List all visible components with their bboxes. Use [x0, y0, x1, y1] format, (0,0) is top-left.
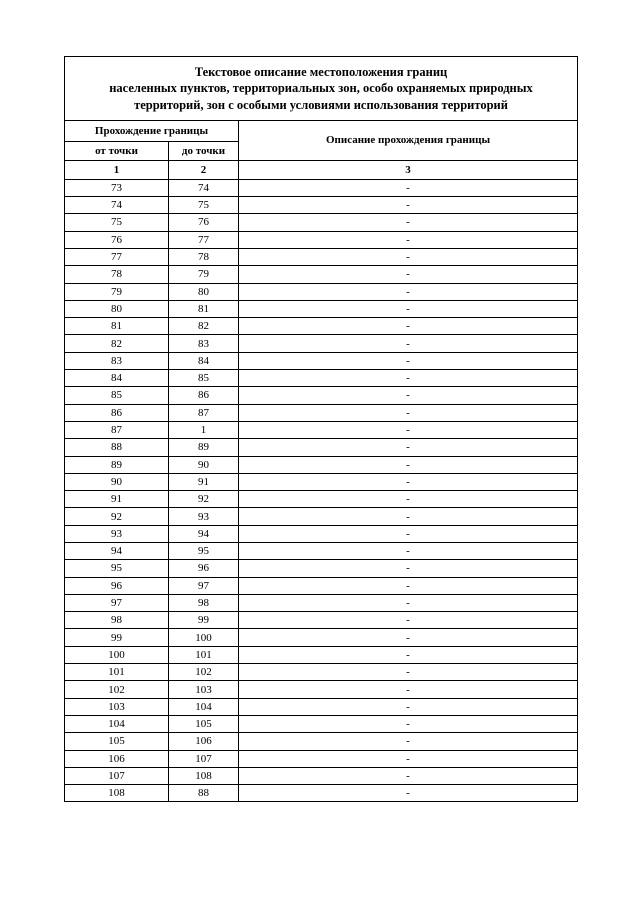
- from-point-cell: 88: [65, 439, 169, 456]
- from-point-cell: 107: [65, 767, 169, 784]
- description-cell: -: [239, 248, 578, 265]
- to-point-cell: 85: [169, 370, 239, 387]
- to-point-cell: 107: [169, 750, 239, 767]
- from-point-cell: 97: [65, 594, 169, 611]
- description-cell: -: [239, 715, 578, 732]
- from-point-cell: 106: [65, 750, 169, 767]
- description-cell: -: [239, 335, 578, 352]
- description-cell: -: [239, 612, 578, 629]
- to-point-cell: 90: [169, 456, 239, 473]
- table-row: [65, 456, 578, 473]
- to-point-cell: 78: [169, 248, 239, 265]
- table-row: [65, 542, 578, 559]
- from-point-cell: 84: [65, 370, 169, 387]
- to-point-cell: 77: [169, 231, 239, 248]
- table-row: [65, 370, 578, 387]
- from-point-cell: 108: [65, 785, 169, 802]
- table-row: [65, 681, 578, 698]
- to-point-cell: 82: [169, 318, 239, 335]
- from-point-cell: 92: [65, 508, 169, 525]
- table-row: [65, 577, 578, 594]
- table-row: [65, 283, 578, 300]
- table-row: [65, 352, 578, 369]
- from-point-cell: 82: [65, 335, 169, 352]
- table-row: [65, 525, 578, 542]
- from-point-cell: 73: [65, 179, 169, 196]
- from-point-cell: 99: [65, 629, 169, 646]
- to-point-cell: 75: [169, 197, 239, 214]
- table-row: [65, 335, 578, 352]
- to-point-cell: 80: [169, 283, 239, 300]
- table-title-row: [65, 57, 578, 121]
- from-point-cell: 96: [65, 577, 169, 594]
- description-cell: -: [239, 352, 578, 369]
- to-point-cell: 89: [169, 439, 239, 456]
- table-row: [65, 473, 578, 490]
- table-row: [65, 733, 578, 750]
- to-point-cell: 92: [169, 491, 239, 508]
- to-point-cell: 84: [169, 352, 239, 369]
- to-point-cell: 88: [169, 785, 239, 802]
- to-point-cell: 106: [169, 733, 239, 750]
- from-point-cell: 102: [65, 681, 169, 698]
- from-point-cell: 94: [65, 542, 169, 559]
- to-point-cell: 96: [169, 560, 239, 577]
- from-point-cell: 104: [65, 715, 169, 732]
- table-row: [65, 214, 578, 231]
- description-cell: -: [239, 525, 578, 542]
- from-point-cell: 77: [65, 248, 169, 265]
- header-description: Описание прохождения границы: [239, 120, 578, 160]
- to-point-cell: 102: [169, 664, 239, 681]
- from-point-cell: 105: [65, 733, 169, 750]
- from-point-cell: 101: [65, 664, 169, 681]
- to-point-cell: 79: [169, 266, 239, 283]
- table-row: [65, 231, 578, 248]
- from-point-cell: 87: [65, 421, 169, 438]
- from-point-cell: 89: [65, 456, 169, 473]
- description-cell: -: [239, 266, 578, 283]
- to-point-cell: 1: [169, 421, 239, 438]
- to-point-cell: 100: [169, 629, 239, 646]
- table-row: [65, 750, 578, 767]
- table-row: [65, 508, 578, 525]
- to-point-cell: 86: [169, 387, 239, 404]
- to-point-cell: 93: [169, 508, 239, 525]
- table-title: [65, 57, 578, 121]
- description-cell: -: [239, 370, 578, 387]
- description-cell: -: [239, 197, 578, 214]
- description-cell: -: [239, 698, 578, 715]
- header-col-number-2: 2: [169, 160, 239, 179]
- from-point-cell: 74: [65, 197, 169, 214]
- description-cell: -: [239, 577, 578, 594]
- from-point-cell: 81: [65, 318, 169, 335]
- table-row: [65, 785, 578, 802]
- to-point-cell: 76: [169, 214, 239, 231]
- from-point-cell: 85: [65, 387, 169, 404]
- from-point-cell: 75: [65, 214, 169, 231]
- title-line-3: территорий, зон с особыми условиями использования территорий: [134, 97, 508, 112]
- description-cell: -: [239, 750, 578, 767]
- to-point-cell: 87: [169, 404, 239, 421]
- header-col-number-3: 3: [239, 160, 578, 179]
- description-cell: -: [239, 785, 578, 802]
- from-point-cell: 93: [65, 525, 169, 542]
- to-point-cell: 105: [169, 715, 239, 732]
- to-point-cell: 74: [169, 179, 239, 196]
- to-point-cell: 97: [169, 577, 239, 594]
- from-point-cell: 95: [65, 560, 169, 577]
- description-cell: -: [239, 318, 578, 335]
- table-row: [65, 300, 578, 317]
- from-point-cell: 98: [65, 612, 169, 629]
- description-cell: -: [239, 231, 578, 248]
- title-line-2: населенных пунктов, территориальных зон, особо охраняемых природных: [109, 81, 533, 96]
- from-point-cell: 79: [65, 283, 169, 300]
- table-row: [65, 612, 578, 629]
- to-point-cell: 94: [169, 525, 239, 542]
- description-cell: -: [239, 491, 578, 508]
- to-point-cell: 108: [169, 767, 239, 784]
- table-row: [65, 266, 578, 283]
- to-point-cell: 101: [169, 646, 239, 663]
- description-cell: -: [239, 681, 578, 698]
- header-from-point: от точки: [65, 141, 169, 160]
- table-row: [65, 594, 578, 611]
- description-cell: -: [239, 473, 578, 490]
- description-cell: -: [239, 214, 578, 231]
- description-cell: -: [239, 646, 578, 663]
- description-cell: -: [239, 439, 578, 456]
- table-row: [65, 387, 578, 404]
- table-row: [65, 646, 578, 663]
- from-point-cell: 90: [65, 473, 169, 490]
- header-to-point: до точки: [169, 141, 239, 160]
- from-point-cell: 78: [65, 266, 169, 283]
- to-point-cell: 98: [169, 594, 239, 611]
- to-point-cell: 91: [169, 473, 239, 490]
- from-point-cell: 83: [65, 352, 169, 369]
- table-row: [65, 715, 578, 732]
- description-cell: -: [239, 300, 578, 317]
- table-row: [65, 698, 578, 715]
- description-cell: -: [239, 283, 578, 300]
- table-row: [65, 404, 578, 421]
- description-cell: -: [239, 508, 578, 525]
- from-point-cell: 86: [65, 404, 169, 421]
- to-point-cell: 83: [169, 335, 239, 352]
- boundary-description-table: [64, 56, 578, 802]
- description-cell: -: [239, 629, 578, 646]
- to-point-cell: 104: [169, 698, 239, 715]
- table-row: [65, 491, 578, 508]
- description-cell: -: [239, 542, 578, 559]
- from-point-cell: 100: [65, 646, 169, 663]
- table-row: [65, 560, 578, 577]
- description-cell: -: [239, 733, 578, 750]
- table-body: [65, 179, 578, 802]
- title-line-1: Текстовое описание местоположения границ: [194, 65, 448, 79]
- description-cell: -: [239, 594, 578, 611]
- from-point-cell: 103: [65, 698, 169, 715]
- table-row: [65, 197, 578, 214]
- table-row: [65, 767, 578, 784]
- table-row: [65, 421, 578, 438]
- description-cell: -: [239, 421, 578, 438]
- to-point-cell: 99: [169, 612, 239, 629]
- description-cell: -: [239, 560, 578, 577]
- table-row: [65, 439, 578, 456]
- header-boundary-passage: Прохождение границы: [65, 120, 239, 141]
- description-cell: -: [239, 456, 578, 473]
- table-row: [65, 318, 578, 335]
- header-number-row: [65, 160, 578, 179]
- table-row: [65, 248, 578, 265]
- description-cell: -: [239, 404, 578, 421]
- to-point-cell: 81: [169, 300, 239, 317]
- from-point-cell: 91: [65, 491, 169, 508]
- header-group-row: [65, 120, 578, 141]
- table-row: [65, 179, 578, 196]
- table-row: [65, 664, 578, 681]
- description-cell: -: [239, 664, 578, 681]
- from-point-cell: 80: [65, 300, 169, 317]
- header-col-number-1: 1: [65, 160, 169, 179]
- table-row: [65, 629, 578, 646]
- from-point-cell: 76: [65, 231, 169, 248]
- description-cell: -: [239, 387, 578, 404]
- description-cell: -: [239, 179, 578, 196]
- to-point-cell: 103: [169, 681, 239, 698]
- to-point-cell: 95: [169, 542, 239, 559]
- description-cell: -: [239, 767, 578, 784]
